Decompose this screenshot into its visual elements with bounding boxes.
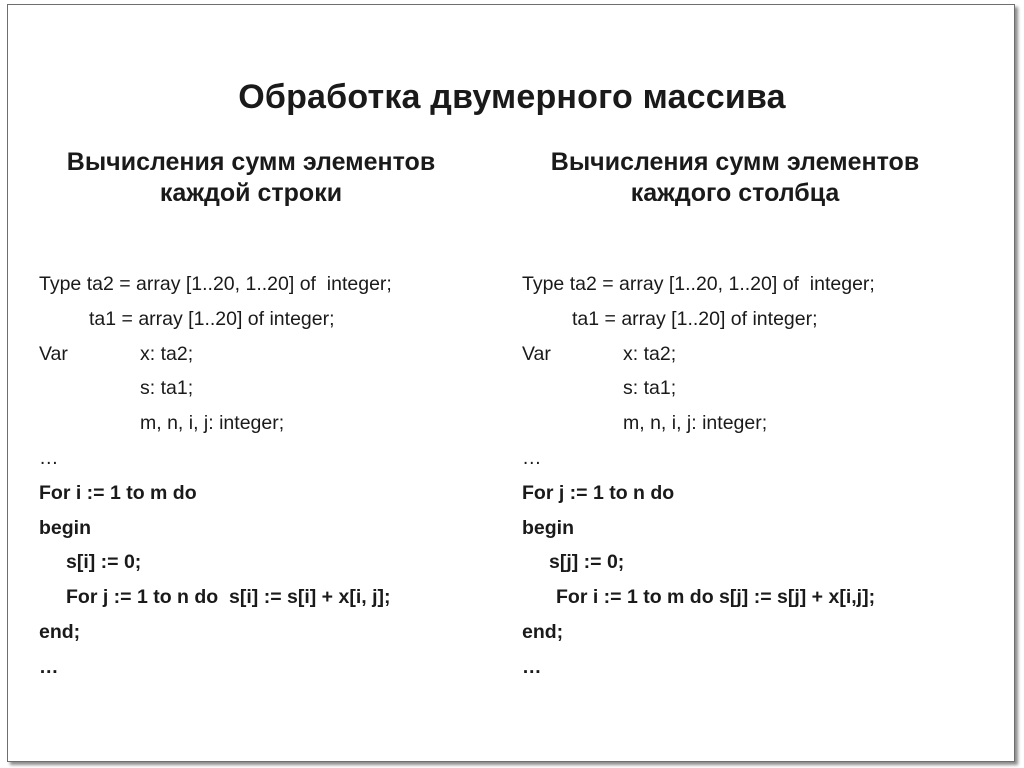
right-heading-line2: каждого столбца	[630, 179, 840, 207]
code-line-ellipsis: …	[39, 446, 59, 469]
code-line-begin: begin	[39, 516, 91, 539]
left-column-heading	[16, 147, 486, 209]
code-line-ellipsis: …	[522, 446, 542, 469]
right-column-heading	[500, 147, 970, 209]
code-line-end: end;	[39, 620, 81, 643]
slide-title: Обработка двумерного массива	[238, 78, 786, 116]
right-code-block	[522, 267, 875, 685]
code-line-for-inner: For i := 1 to m do s[j] := s[j] + x[i,j];	[556, 586, 876, 609]
code-line-type: Type ta2 = array [1..20, 1..20] of integer;	[39, 273, 392, 295]
left-heading-line1: Вычисления сумм элементов	[66, 148, 436, 176]
code-line-for-inner: For j := 1 to n do s[i] := s[i] + x[i, j];	[66, 586, 391, 609]
left-code-block	[39, 267, 392, 685]
code-line-ta1: ta1 = array [1..20] of integer;	[572, 307, 818, 330]
right-heading-line1: Вычисления сумм элементов	[550, 148, 920, 176]
code-line-var-s: s: ta1;	[623, 377, 677, 400]
code-line-begin: begin	[522, 516, 574, 539]
code-line-type: Type ta2 = array [1..20, 1..20] of integer;	[522, 273, 875, 295]
code-line-var-s: s: ta1;	[140, 377, 194, 400]
code-line-for-outer: For i := 1 to m do	[39, 481, 197, 504]
var-x-decl: x: ta2;	[140, 342, 194, 365]
code-line-var-mnij: m, n, i, j: integer;	[140, 412, 285, 435]
code-line-for-outer: For j := 1 to n do	[522, 481, 675, 504]
code-line-ta1: ta1 = array [1..20] of integer;	[89, 307, 335, 330]
left-heading-line2: каждой строки	[159, 179, 343, 207]
var-x-decl: x: ta2;	[623, 342, 677, 365]
code-line-ellipsis-end: …	[522, 655, 542, 678]
code-line-var-mnij: m, n, i, j: integer;	[623, 412, 768, 435]
code-line-end: end;	[522, 620, 564, 643]
code-line-init: s[i] := 0;	[66, 551, 142, 574]
var-keyword: Var	[522, 342, 551, 365]
var-keyword: Var	[39, 342, 68, 365]
code-line-ellipsis-end: …	[39, 655, 59, 678]
code-line-init: s[j] := 0;	[549, 551, 625, 574]
code-line-var	[522, 337, 875, 372]
code-line-var	[39, 337, 392, 372]
